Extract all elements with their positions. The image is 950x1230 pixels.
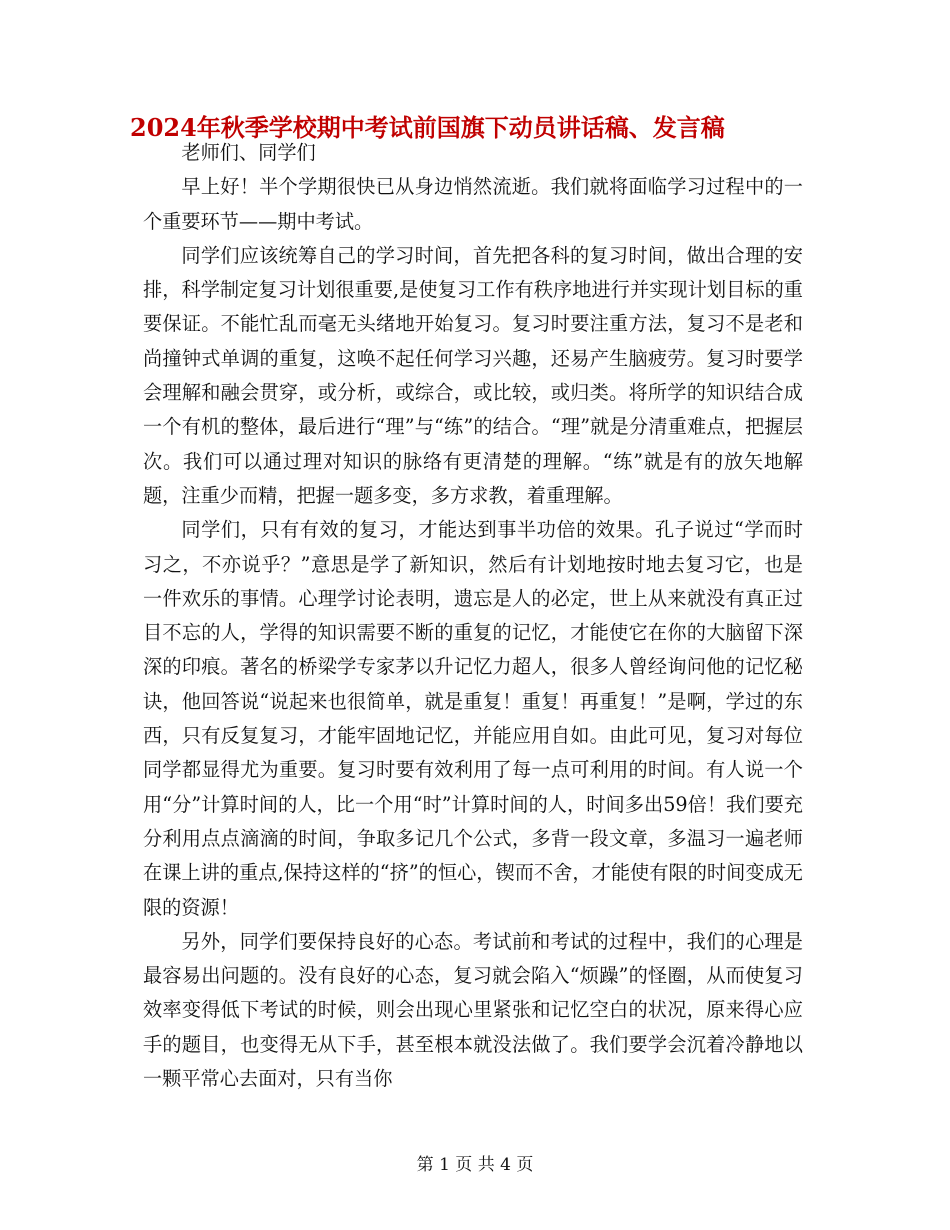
page-footer: 第 1 页 共 4 页 [416,1155,534,1175]
body-paragraph: 同学们应该统筹自己的学习时间，首先把各科的复习时间，做出合理的安排，科学制定复习计划很重要,是使复习工作有秩序地进行并实现计划目标的重要保证。不能忙乱而毫无头绪地开始复习。复习时要注重方法，复习不是老和尚撞钟式单调的重复，这唤不起任何学习兴趣，还易产生脑疲劳。复习时要学会理解和融会贯穿，或分析，或综合，或比较，或归类。将所学的知识结合成一个有机的整体，最后进行“理”与“练”的结合。“理”就是分清重难点，把握层次。我们可以通过理对知识的脉络有更清楚的理解。“练”就是有的放矢地解题，注重少而精，把握一题多变，多方求教，着重理解。 [143,243,803,507]
document-body [143,136,803,1096]
body-paragraph: 同学们，只有有效的复习，才能达到事半功倍的效果。孔子说过“学而时习之，不亦说乎？”意思是学了新知识，然后有计划地按时地去复习它，也是一件欢乐的事情。心理学讨论表明，遗忘是人的必定，世上从来就没有真正过目不忘的人，学得的知识需要不断的重复的记忆，才能使它在你的大脑留下深深的印痕。著名的桥梁学专家茅以升记忆力超人，很多人曾经询问他的记忆秘诀，他回答说“说起来也很简单，就是重复！重复！再重复！”是啊，学过的东西，只有反复复习，才能牢固地记忆，并能应用自如。由此可见，复习对每位同学都显得尤为重要。复习时要有效利用了每一点可利用的时间。有人说一个用“分”计算时间的人，比一个用“时”计算时间的人，时间多出59倍！我们要充分利用点点滴滴的时间，争取多记几个公式，多背一段文章，多温习一遍老师在课上讲的重点,保持这样的“挤”的恒心，锲而不舍，才能使有限的时间变成无限的资源！ [143,518,803,919]
document-title: 2024年秋季学校期中考试前国旗下动员讲话稿、发言稿 [130,113,725,142]
body-paragraph: 另外，同学们要保持良好的心态。考试前和考试的过程中，我们的心理是最容易出问题的。没有良好的心态，复习就会陷入“烦躁”的怪圈，从而使复习效率变得低下考试的时候，则会出现心里紧张和记忆空白的状况，原来得心应手的题目，也变得无从下手，甚至根本就没法做了。我们要学会沉着冷静地以一颗平常心去面对，只有当你 [143,929,803,1091]
body-paragraph: 早上好！半个学期很快已从身边悄然流逝。我们就将面临学习过程中的一个重要环节——期中考试。 [143,175,803,233]
salutation-paragraph: 老师们、同学们 [181,141,316,164]
